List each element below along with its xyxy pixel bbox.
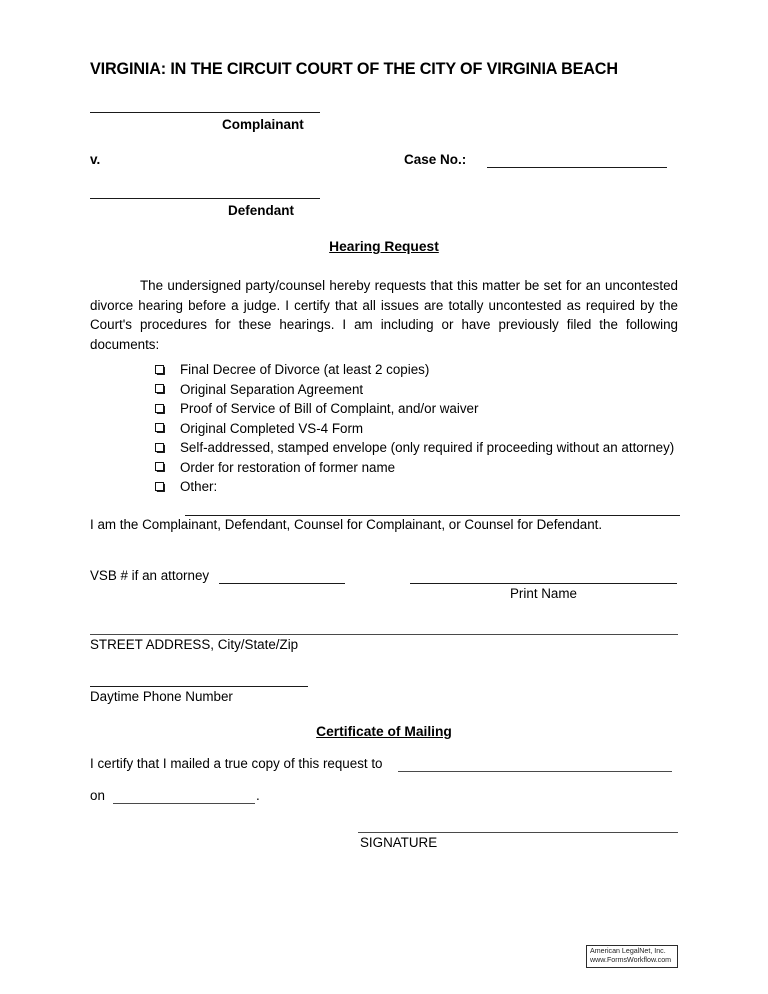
checklist-item-label: Other: — [180, 479, 218, 494]
street-address-input-line[interactable] — [90, 634, 678, 635]
complainant-label: Complainant — [222, 117, 304, 132]
case-number-input-line[interactable] — [487, 167, 667, 168]
print-name-input-line[interactable] — [410, 583, 677, 584]
checkbox-icon[interactable] — [155, 404, 164, 413]
certificate-date-label: on — [90, 788, 105, 803]
capacity-statement: I am the Complainant, Defendant, Counsel for Complainant, or Counsel for Defendant. — [90, 517, 603, 532]
hearing-request-heading: Hearing Request — [329, 239, 439, 254]
checkbox-icon[interactable] — [155, 365, 164, 374]
checklist-item-label: Original Separation Agreement — [180, 381, 364, 397]
certificate-date-input-line[interactable] — [113, 803, 255, 804]
defendant-label: Defendant — [228, 203, 295, 218]
document-checklist — [155, 360, 679, 516]
vsb-number-label: VSB # if an attorney — [90, 568, 210, 583]
checkbox-icon[interactable] — [155, 384, 164, 393]
publisher-company: American LegalNet, Inc. — [590, 947, 666, 955]
case-number-label: Case No.: — [404, 152, 467, 167]
print-name-label: Print Name — [510, 586, 577, 601]
complainant-name-line[interactable] — [90, 112, 320, 113]
checkbox-icon[interactable] — [155, 423, 164, 432]
defendant-name-line[interactable] — [90, 198, 320, 199]
list-item[interactable] — [155, 477, 679, 516]
daytime-phone-input-line[interactable] — [90, 686, 308, 687]
publisher-stamp — [586, 945, 678, 968]
checkbox-icon[interactable] — [155, 443, 164, 452]
list-item[interactable] — [155, 399, 679, 419]
vsb-number-input-line[interactable] — [219, 583, 345, 584]
list-item[interactable] — [155, 458, 679, 478]
checklist-item-label: Proof of Service of Bill of Complaint, and/or waiver — [180, 401, 479, 416]
checkbox-icon[interactable] — [155, 462, 164, 471]
certificate-date-period: . — [256, 788, 260, 803]
checklist-item-label: Order for restoration of former name — [180, 459, 396, 475]
list-item[interactable] — [155, 360, 679, 380]
daytime-phone-label: Daytime Phone Number — [90, 689, 233, 704]
street-address-label: STREET ADDRESS, City/State/Zip — [90, 637, 299, 652]
certificate-mailed-to-label: I certify that I mailed a true copy of this request to — [90, 756, 383, 771]
list-item[interactable] — [155, 419, 679, 439]
list-item[interactable] — [155, 380, 679, 400]
checklist-item-label: Original Completed VS-4 Form — [180, 420, 364, 436]
checklist-item-label: Self-addressed, stamped envelope (only required if proceeding without an attorney) — [180, 440, 675, 455]
hearing-request-paragraph: The undersigned party/counsel hereby requests that this matter be set for an uncontested divorce hearing before a judge. I certify that all issues are totally uncontested as required by the Court's procedures for these hearings. I am including or have previously filed the following documents: — [90, 278, 678, 352]
signature-input-line[interactable] — [358, 832, 678, 833]
versus-label: v. — [90, 152, 101, 167]
certificate-mailed-to-input-line[interactable] — [398, 771, 672, 772]
signature-label: SIGNATURE — [360, 835, 438, 850]
publisher-website: www.FormsWorkflow.com — [590, 956, 672, 965]
checklist-item-label: Final Decree of Divorce (at least 2 copies) — [180, 362, 430, 377]
list-item[interactable] — [155, 438, 679, 458]
other-input-line[interactable] — [185, 502, 680, 516]
checkbox-icon[interactable] — [155, 482, 164, 491]
page-title: VIRGINIA: IN THE CIRCUIT COURT OF THE CITY OF VIRGINIA BEACH — [90, 60, 618, 78]
certificate-of-mailing-heading: Certificate of Mailing — [316, 724, 452, 739]
